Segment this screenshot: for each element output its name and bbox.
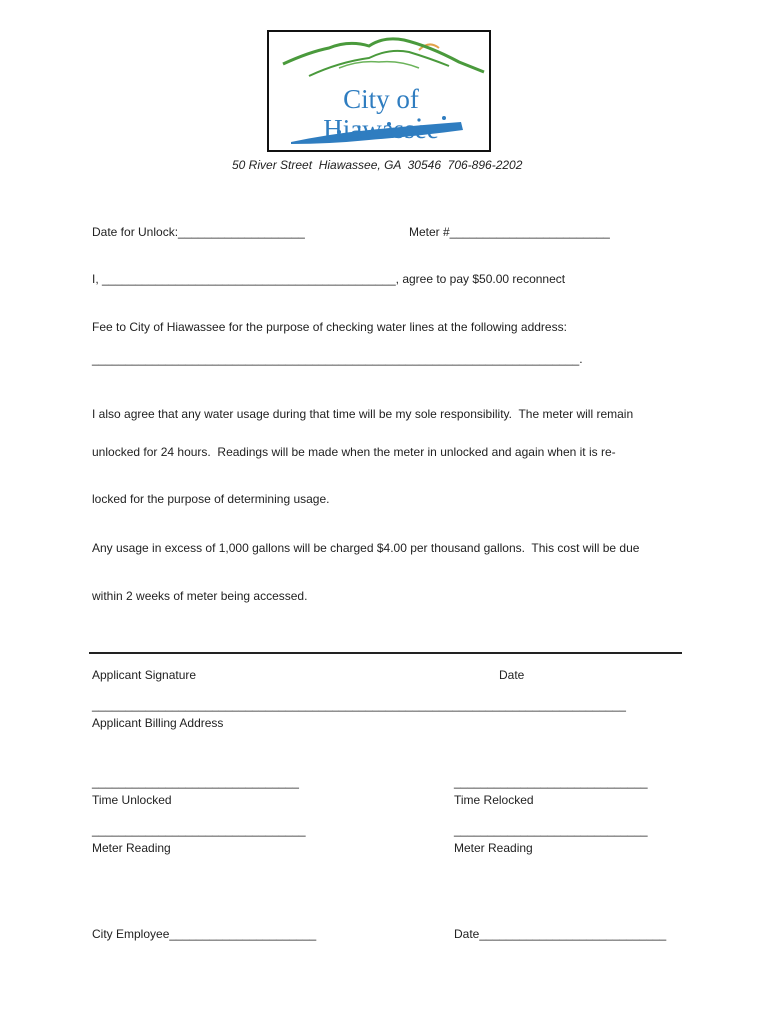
usage-charge-text-1: Any usage in excess of 1,000 gallons will be charged $4.00 per thousand gallons. This cost will be due: [92, 541, 640, 555]
meter-reading-relock-field[interactable]: _____________________________: [454, 823, 648, 837]
responsibility-text-2: unlocked for 24 hours. Readings will be made when the meter in unlocked and again when it is re-: [92, 445, 616, 459]
billing-address-label: Applicant Billing Address: [92, 716, 224, 730]
meter-reading-unlock-field[interactable]: ________________________________: [92, 823, 306, 837]
city-logo: [267, 30, 491, 152]
applicant-signature-label: Applicant Signature: [92, 668, 197, 682]
usage-charge-text-2: within 2 weeks of meter being accessed.: [92, 589, 308, 603]
employee-date-field[interactable]: Date____________________________: [454, 927, 667, 941]
meter-reading-relock-label: Meter Reading: [454, 841, 533, 855]
responsibility-text-1: I also agree that any water usage during that time will be my sole responsibility. The meter will remain: [92, 407, 634, 421]
meter-number-field[interactable]: Meter #________________________: [409, 225, 610, 239]
time-relocked-label: Time Relocked: [454, 793, 534, 807]
billing-address-field[interactable]: ________________________________________________________________________________: [92, 698, 626, 712]
signature-date-label: Date: [499, 668, 525, 682]
fee-line: Fee to City of Hiawassee for the purpose of checking water lines at the following address:: [92, 320, 567, 334]
city-employee-field[interactable]: City Employee______________________: [92, 927, 317, 941]
logo-wordmark: City of Hiawassee: [323, 84, 439, 144]
date-for-unlock-field[interactable]: Date for Unlock:___________________: [92, 225, 305, 239]
time-unlocked-field[interactable]: _______________________________: [92, 775, 299, 789]
meter-reading-unlock-label: Meter Reading: [92, 841, 171, 855]
city-address: 50 River Street Hiawassee, GA 30546 706-896-2202: [232, 158, 523, 172]
responsibility-text-3: locked for the purpose of determining usage.: [92, 492, 330, 506]
logo-hills: [283, 39, 484, 72]
time-unlocked-label: Time Unlocked: [92, 793, 172, 807]
service-address-field[interactable]: _________________________________________________________________________.: [92, 352, 583, 366]
time-relocked-field[interactable]: _____________________________: [454, 775, 648, 789]
signature-divider: [89, 652, 682, 654]
agree-line[interactable]: I, ____________________________________________, agree to pay $50.00 reconnect: [92, 272, 566, 286]
